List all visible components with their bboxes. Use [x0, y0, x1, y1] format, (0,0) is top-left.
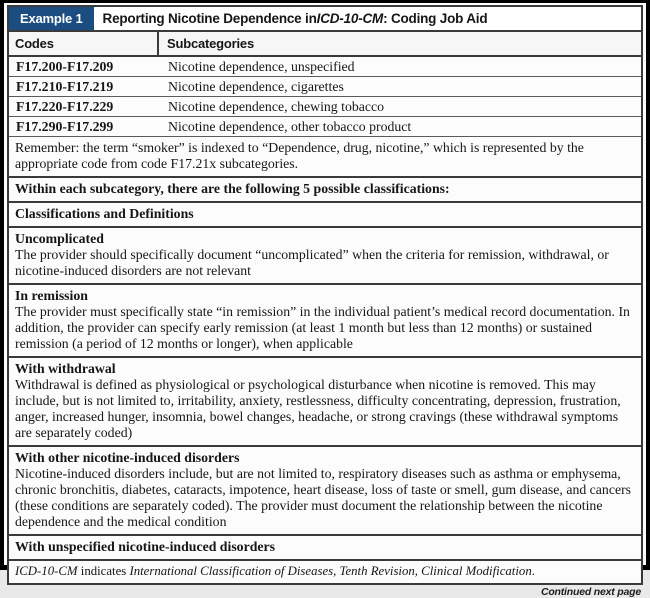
- page-background: [4, 3, 646, 598]
- classification-row: [9, 447, 641, 536]
- classifications-header: Classifications and Definitions: [9, 203, 641, 228]
- classification-row: [9, 228, 641, 285]
- classification-definition: Nicotine-induced disorders include, but are not limited to, respiratory diseases such as asthma or emphysema, chronic bronchitis, diabetes, cataracts, impotence, heart disease, loss of taste or smell, gum disease, and cancers (these conditions are separately coded). The provider must document the relationship between the nicotine dependence and the medical condition: [15, 466, 632, 529]
- classification-name: With withdrawal: [15, 361, 116, 376]
- classification-name: With unspecified nicotine-induced disorders: [15, 539, 275, 554]
- table-row: [9, 97, 641, 117]
- classification-name: With other nicotine-induced disorders: [15, 450, 240, 465]
- table-title-pre: Reporting Nicotine Dependence in: [102, 11, 317, 26]
- continued-next-page-note: Continued next page: [540, 586, 641, 598]
- code-range: F17.220-F17.229: [16, 98, 114, 114]
- table-row: [9, 77, 641, 97]
- footnote-end: .: [531, 564, 535, 578]
- classification-definition: The provider must specifically state “in remission” in the individual patient’s medical record documentation. In addition, the provider can specify early remission (at least 1 month but less than 12 months) or sustained remission (a period of 12 months or longer), when applicable: [15, 304, 630, 351]
- coding-job-aid-table: [7, 5, 643, 585]
- table-row: [9, 57, 641, 77]
- code-range: F17.200-F17.209: [16, 58, 114, 74]
- classification-definition: The provider should specifically document “uncomplicated” when the criteria for remission, withdrawal, or nicotine-induced disorders are not relevant: [15, 247, 609, 278]
- column-header-subcategories: Subcategories: [167, 36, 254, 51]
- subcategory: Nicotine dependence, other tobacco product: [168, 118, 412, 134]
- code-range: F17.290-F17.299: [16, 118, 114, 134]
- example-badge: Example 1: [9, 7, 94, 30]
- footnote: [9, 561, 641, 583]
- classification-definition: Withdrawal is defined as physiological or psychological disturbance when nicotine is removed. This may include, but is not limited to, irritability, anxiety, restlessness, difficulty concentrating, depression, frustration, anger, increased hunger, insomnia, bowel changes, headache, or strong cravings (these withdrawal symptoms are separately coded): [15, 377, 621, 440]
- table-row: [9, 117, 641, 137]
- table-title-post: : Coding Job Aid: [383, 11, 488, 26]
- table-title: [103, 7, 488, 30]
- classification-row: [9, 358, 641, 447]
- footnote-expansion: International Classification of Diseases, Tenth Revision, Clinical Modification: [129, 564, 532, 578]
- footnote-mid: indicates: [77, 564, 130, 578]
- classification-row: [9, 536, 641, 561]
- code-range: F17.210-F17.219: [16, 78, 114, 94]
- table-title-italic: ICD-10-CM: [316, 11, 384, 26]
- classification-row: [9, 285, 641, 358]
- remember-note: Remember: the term “smoker” is indexed to “Dependence, drug, nicotine,” which is represented by the appropriate code from code F17.21x subcategories.: [9, 137, 641, 178]
- column-header-codes: Codes: [9, 32, 159, 55]
- column-header-row: [9, 32, 641, 57]
- subcategory: Nicotine dependence, unspecified: [168, 58, 355, 74]
- subcategory-intro: Within each subcategory, there are the following 5 possible classifications:: [9, 178, 641, 203]
- subcategory: Nicotine dependence, chewing tobacco: [168, 98, 385, 114]
- classification-name: In remission: [15, 288, 88, 303]
- footnote-abbr: ICD-10-CM: [15, 564, 78, 578]
- classification-name: Uncomplicated: [15, 231, 104, 246]
- subcategory: Nicotine dependence, cigarettes: [168, 78, 344, 94]
- table-title-row: [9, 7, 641, 32]
